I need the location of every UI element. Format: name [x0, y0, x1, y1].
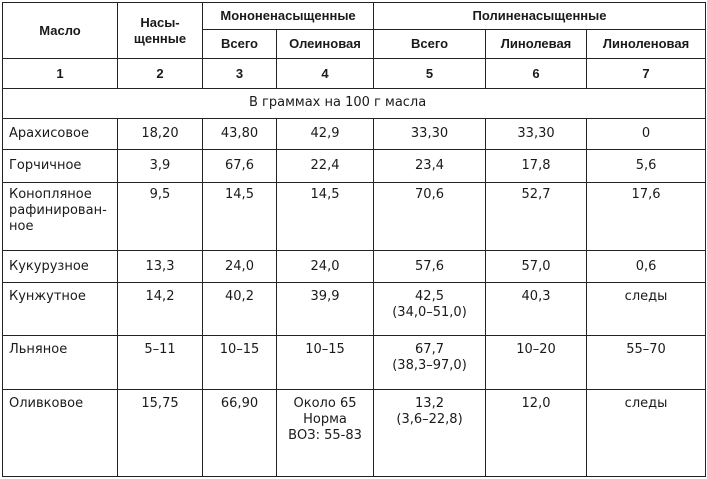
- header-oleic: Олеиновая: [277, 30, 374, 59]
- header-saturated-line: щенные: [133, 30, 187, 46]
- cell-line: следы: [624, 396, 668, 412]
- cell-line: 0: [641, 125, 651, 141]
- table-row: [3, 250, 706, 283]
- cell-line: 9,5: [149, 186, 171, 202]
- linoleic-cell: [486, 182, 587, 250]
- cell-line: 52,7: [521, 186, 551, 202]
- cell-line: Горчичное: [9, 157, 82, 173]
- oleic-cell: [277, 118, 374, 150]
- header-polyunsaturated: Полиненасыщенные: [374, 3, 706, 30]
- linoleic-cell: [486, 390, 587, 477]
- table-row: [3, 390, 706, 477]
- saturated-cell: [118, 182, 203, 250]
- linolenic-cell: [587, 283, 706, 336]
- cell-line: (38,3–97,0): [392, 358, 467, 374]
- table-row: [3, 150, 706, 183]
- poly-total-cell: [374, 250, 486, 283]
- saturated-cell: [118, 390, 203, 477]
- oleic-cell: [277, 150, 374, 183]
- oleic-cell: [277, 336, 374, 390]
- poly-total-cell: [374, 182, 486, 250]
- saturated-cell: [118, 336, 203, 390]
- mono-total-cell: [203, 283, 277, 336]
- cell-line: 33,30: [410, 125, 449, 141]
- cell-line: 55–70: [626, 342, 666, 358]
- cell-line: 14,2: [145, 289, 175, 305]
- linoleic-cell: [486, 336, 587, 390]
- table-row: [3, 182, 706, 250]
- mono-total-cell: [203, 150, 277, 183]
- cell-line: 12,0: [521, 396, 551, 412]
- cell-line: рафинирован-: [9, 202, 107, 218]
- cell-line: Кунжутное: [9, 289, 86, 305]
- section-label: В граммах на 100 г масла: [3, 89, 706, 119]
- column-number: 3: [203, 59, 277, 89]
- header-oil: Масло: [3, 3, 118, 59]
- cell-line: 23,4: [415, 157, 444, 173]
- cell-line: Кукурузное: [9, 258, 89, 274]
- linolenic-cell: [587, 118, 706, 150]
- linolenic-cell: [587, 390, 706, 477]
- cell-line: 33,30: [517, 125, 555, 141]
- mono-total-cell: [203, 336, 277, 390]
- cell-line: 57,0: [521, 258, 551, 274]
- cell-line: следы: [624, 289, 668, 305]
- cell-line: 24,0: [225, 258, 254, 274]
- poly-total-cell: [374, 336, 486, 390]
- cell-line: ное: [9, 218, 34, 234]
- saturated-cell: [118, 118, 203, 150]
- oleic-cell: [277, 250, 374, 283]
- cell-line: 42,9: [310, 125, 340, 141]
- mono-total-cell: [203, 118, 277, 150]
- cell-line: 13,2: [415, 396, 444, 412]
- column-number: 6: [486, 59, 587, 89]
- table-row: [3, 118, 706, 150]
- oil-name-cell: [3, 250, 118, 283]
- linoleic-cell: [486, 150, 587, 183]
- cell-line: 5–11: [144, 342, 176, 358]
- linoleic-cell: [486, 250, 587, 283]
- cell-line: 13,3: [145, 258, 175, 274]
- poly-total-cell: [374, 118, 486, 150]
- oleic-cell: [277, 390, 374, 477]
- oil-name-cell: [3, 283, 118, 336]
- header-linolenic: Линоленовая: [587, 30, 706, 59]
- cell-line: 5,6: [635, 157, 657, 173]
- header-saturated: [118, 3, 203, 59]
- oil-name-cell: [3, 182, 118, 250]
- cell-line: 14,5: [310, 186, 340, 202]
- saturated-cell: [118, 150, 203, 183]
- poly-total-cell: [374, 390, 486, 477]
- cell-line: Льняное: [9, 342, 68, 358]
- linolenic-cell: [587, 250, 706, 283]
- cell-line: (34,0–51,0): [392, 305, 467, 321]
- column-number: 1: [3, 59, 118, 89]
- cell-line: 39,9: [310, 289, 340, 305]
- oil-name-cell: [3, 336, 118, 390]
- column-number: 7: [587, 59, 706, 89]
- cell-line: Оливковое: [9, 396, 84, 412]
- table-row: [3, 283, 706, 336]
- cell-line: 14,5: [225, 186, 254, 202]
- cell-line: 43,80: [220, 125, 259, 141]
- cell-line: 18,20: [141, 125, 179, 141]
- mono-total-cell: [203, 182, 277, 250]
- oleic-cell: [277, 182, 374, 250]
- oil-name-cell: [3, 390, 118, 477]
- cell-line: 67,7: [415, 342, 444, 358]
- cell-line: ВОЗ: 55-83: [288, 428, 362, 444]
- cell-line: 66,90: [220, 396, 259, 412]
- header-poly-total: Всего: [374, 30, 486, 59]
- cell-line: 42,5: [415, 289, 444, 305]
- column-number: 2: [118, 59, 203, 89]
- oil-name-cell: [3, 118, 118, 150]
- cell-line: 40,3: [521, 289, 551, 305]
- cell-line: 0,6: [635, 258, 657, 274]
- header-saturated-line: Насы-: [140, 14, 180, 30]
- cell-line: 10–20: [516, 342, 556, 358]
- header-monounsaturated: Мононенасыщенные: [203, 3, 374, 30]
- header-mono-total: Всего: [203, 30, 277, 59]
- linolenic-cell: [587, 336, 706, 390]
- cell-line: Около 65: [293, 396, 357, 412]
- mono-total-cell: [203, 250, 277, 283]
- linoleic-cell: [486, 283, 587, 336]
- cell-line: 40,2: [225, 289, 254, 305]
- linolenic-cell: [587, 150, 706, 183]
- cell-line: 3,9: [149, 157, 171, 173]
- oleic-cell: [277, 283, 374, 336]
- linolenic-cell: [587, 182, 706, 250]
- column-number: 5: [374, 59, 486, 89]
- cell-line: (3,6–22,8): [396, 412, 463, 428]
- cell-line: 17,6: [631, 186, 661, 202]
- cell-line: Норма: [303, 412, 347, 428]
- saturated-cell: [118, 250, 203, 283]
- cell-line: 24,0: [310, 258, 340, 274]
- table-row: [3, 336, 706, 390]
- linoleic-cell: [486, 118, 587, 150]
- cell-line: 67,6: [225, 157, 254, 173]
- poly-total-cell: [374, 283, 486, 336]
- poly-total-cell: [374, 150, 486, 183]
- cell-line: 22,4: [310, 157, 340, 173]
- cell-line: 57,6: [415, 258, 444, 274]
- cell-line: 17,8: [521, 157, 551, 173]
- mono-total-cell: [203, 390, 277, 477]
- oil-name-cell: [3, 150, 118, 183]
- saturated-cell: [118, 283, 203, 336]
- header-linoleic: Линолевая: [486, 30, 587, 59]
- cell-line: 15,75: [141, 396, 179, 412]
- cell-line: 10–15: [305, 342, 345, 358]
- cell-line: 70,6: [415, 186, 444, 202]
- cell-line: Арахисовое: [9, 125, 89, 141]
- cell-line: 10–15: [219, 342, 260, 358]
- cell-line: Конопляное: [9, 186, 92, 202]
- oil-fatty-acid-table: [2, 2, 706, 477]
- column-number: 4: [277, 59, 374, 89]
